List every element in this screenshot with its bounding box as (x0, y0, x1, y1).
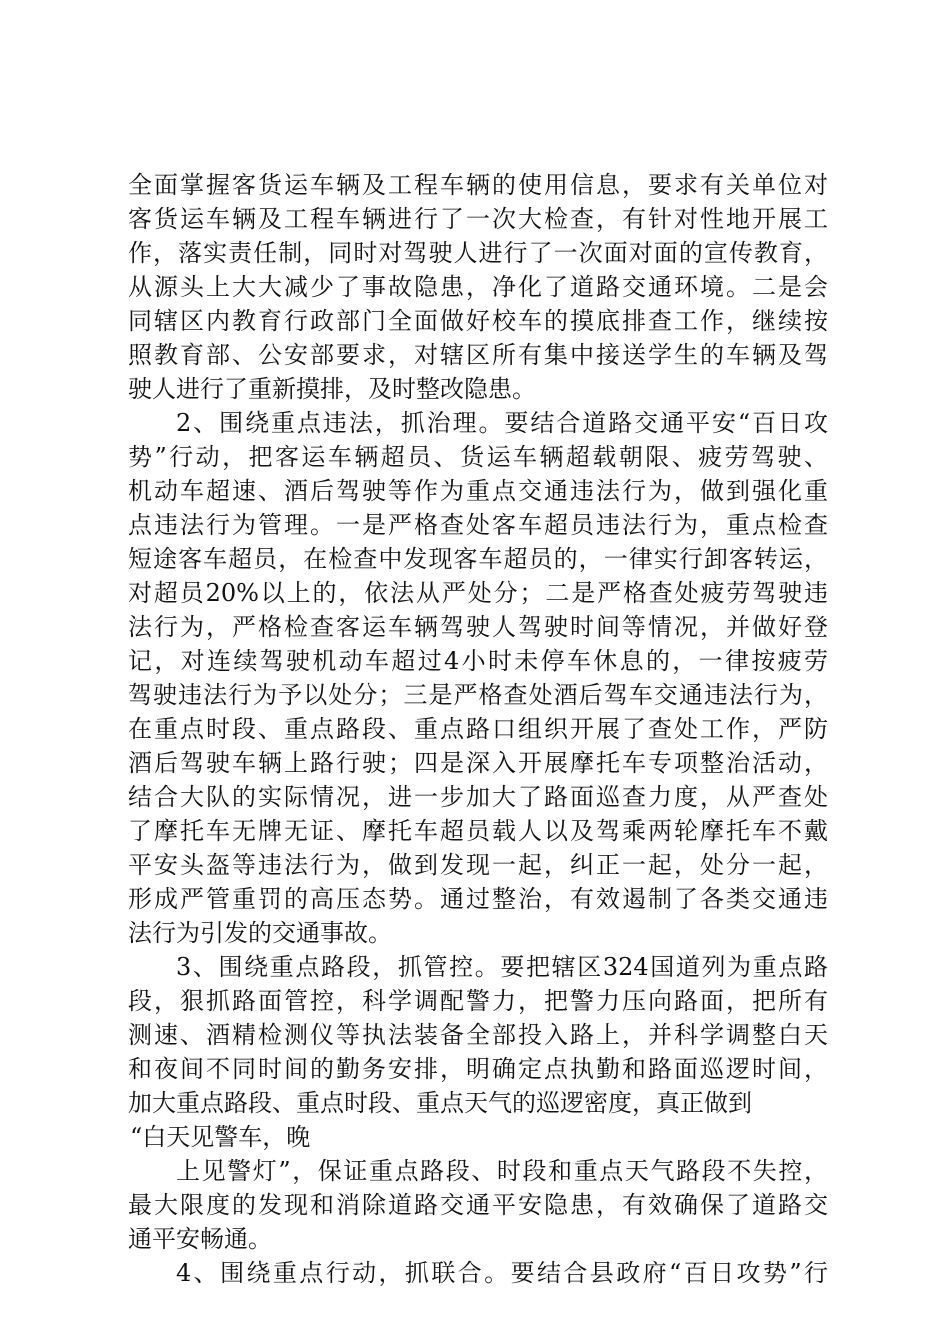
text-line: 照教育部、公安部要求，对辖区所有集中接送学生的车辆及驾 (128, 341, 828, 369)
paragraph-3 (128, 950, 828, 1256)
text-line: 加大重点路段、重点时段、重点天气的巡逻密度，真正做到 (128, 1089, 752, 1117)
text-line: 短途客车超员，在检查中发现客车超员的，一律实行卸客转运， (128, 545, 828, 573)
text-line: 通平安畅通。 (128, 1225, 272, 1253)
text-line: 4、围绕重点行动，抓联合。要结合县政府“百日攻势”行 (176, 1259, 828, 1287)
text-line: 2、围绕重点违法，抓治理。要结合道路交通平安“百日攻 (176, 409, 828, 437)
text-line: 点违法行为管理。一是严格查处客车超员违法行为，重点检查 (128, 511, 828, 539)
text-line: 客货运车辆及工程车辆进行了一次大检查，有针对性地开展工 (128, 205, 828, 233)
text-line: 记，对连续驾驶机动车超过4小时未停车休息的，一律按疲劳 (128, 647, 828, 675)
text-line: 法行为引发的交通事故。 (128, 919, 392, 947)
text-line: 机动车超速、酒后驾驶等作为重点交通违法行为，做到强化重 (128, 477, 828, 505)
text-line: 势”行动，把客运车辆超员、货运车辆超载朝限、疲劳驾驶、 (128, 443, 828, 471)
text-line: 法行为，严格检查客运车辆驾驶人驾驶时间等情况，并做好登 (128, 613, 828, 641)
text-line: 对超员20%以上的，依法从严处分；二是严格查处疲劳驾驶违 (128, 579, 828, 607)
text-line: “白天见警车，晚 (130, 1123, 311, 1151)
text-line: 全面掌握客货运车辆及工程车辆的使用信息，要求有关单位对 (128, 171, 828, 199)
paragraph-2 (128, 406, 828, 950)
text-line: 在重点时段、重点路段、重点路口组织开展了查处工作，严防 (128, 715, 828, 743)
text-line: 作，落实责任制，同时对驾驶人进行了一次面对面的宣传教育， (128, 239, 828, 267)
text-line: 上见警灯”，保证重点路段、时段和重点天气路段不失控， (176, 1157, 828, 1185)
text-line: 同辖区内教育行政部门全面做好校车的摸底排查工作，继续按 (128, 307, 828, 335)
text-line: 结合大队的实际情况，进一步加大了路面巡查力度，从严查处 (128, 783, 828, 811)
paragraph-1 (128, 168, 828, 406)
paragraph-4 (128, 1256, 828, 1290)
text-line: 平安头盔等违法行为，做到发现一起，纠正一起，处分一起， (128, 851, 828, 879)
text-line: 驶人进行了重新摸排，及时整改隐患。 (128, 375, 536, 403)
text-line: 驾驶违法行为予以处分；三是严格查处酒后驾车交通违法行为， (128, 681, 828, 709)
text-line: 了摩托车无牌无证、摩托车超员载人以及驾乘两轮摩托车不戴 (128, 817, 828, 845)
text-line: 酒后驾驶车辆上路行驶；四是深入开展摩托车专项整治活动， (128, 749, 828, 777)
text-line: 和夜间不同时间的勤务安排，明确定点执勤和路面巡逻时间， (128, 1055, 828, 1083)
document-page (128, 168, 828, 1290)
text-line: 形成严管重罚的高压态势。通过整治，有效遏制了各类交通违 (128, 885, 828, 913)
text-line: 段，狠抓路面管控，科学调配警力，把警力压向路面，把所有 (128, 987, 828, 1015)
text-line: 测速、酒精检测仪等执法装备全部投入路上，并科学调整白天 (128, 1021, 828, 1049)
text-line: 从源头上大大减少了事故隐患，净化了道路交通环境。二是会 (128, 273, 828, 301)
text-line: 3、围绕重点路段，抓管控。要把辖区324国道列为重点路 (176, 953, 828, 981)
text-line: 最大限度的发现和消除道路交通平安隐患，有效确保了道路交 (128, 1191, 828, 1219)
